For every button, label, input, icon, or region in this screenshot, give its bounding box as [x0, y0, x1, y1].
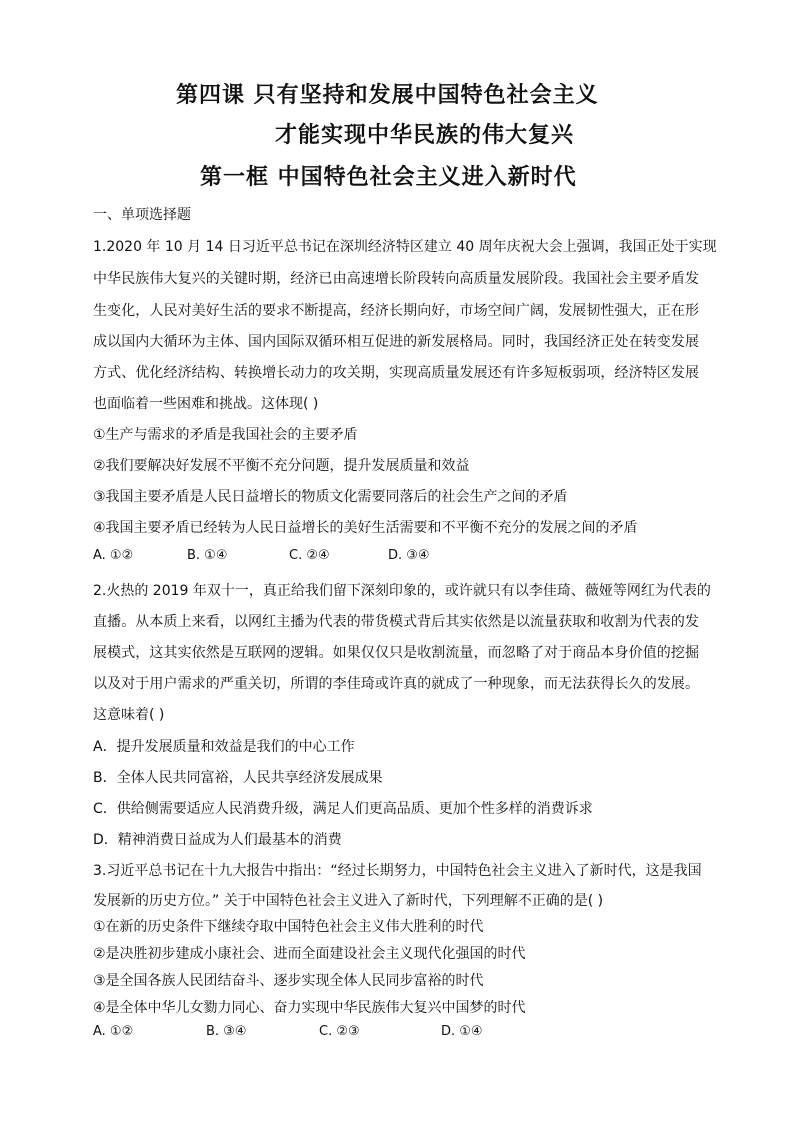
q3-option-a[interactable]: A. ①② [93, 1024, 134, 1039]
q1-option-d[interactable]: D. ③④ [388, 548, 430, 563]
q1-text-line: 1.2020 年 10 月 14 日习近平总书记在深圳经济特区建立 40 周年庆祝大会上强调，我国正处于实现 [93, 239, 717, 255]
q1-statement: ②我们要解决好发展不平衡不充分问题，提升发展质量和效益 [93, 458, 470, 474]
q2-text-line: 展模式，这其实依然是互联网的逻辑。如果仅仅只是收割流量，而忽略了对于商品本身价值的挖掘 [93, 645, 699, 661]
q3-text-line: 发展新的历史方位。” 关于中国特色社会主义进入了新时代，下列理解不正确的是( ) [93, 893, 604, 909]
q1-option-a[interactable]: A. ①② [93, 548, 134, 563]
q1-statement: ①生产与需求的矛盾是我国社会的主要矛盾 [93, 427, 358, 443]
q3-statement: ③是全国各族人民团结奋斗、逐步实现全体人民同步富裕的时代 [93, 973, 484, 989]
q3-statement: ①在新的历史条件下继续夺取中国特色社会主义伟大胜利的时代 [93, 919, 484, 935]
q3-option-b[interactable]: B. ③④ [206, 1024, 247, 1039]
q2-text-line: 这意味着( ) [93, 707, 165, 723]
q3-statement: ④是全体中华儿女勠力同心、奋力实现中华民族伟大复兴中国梦的时代 [93, 1000, 526, 1016]
q3-option-c[interactable]: C. ②③ [319, 1024, 360, 1039]
q2-choice-b[interactable]: B．全体人民共同富裕，人民共享经济发展成果 [93, 770, 383, 786]
q1-text-line: 中华民族伟大复兴的关键时期，经济已由高速增长阶段转向高质量发展阶段。我国社会主要矛盾发 [93, 271, 699, 287]
lesson-title-continued: 才能实现中华民族的伟大复兴 [275, 122, 575, 148]
q1-text-line: 成以国内大循环为主体、国内国际双循环相互促进的新发展格局。同时，我国经济正处在转变发展 [93, 334, 699, 350]
q1-text-line: 也面临着一些困难和挑战。这体现( ) [93, 396, 319, 412]
lesson-title: 第四课 只有坚持和发展中国特色社会主义 [176, 82, 599, 108]
q2-choice-a[interactable]: A．提升发展质量和效益是我们的中心工作 [93, 739, 355, 755]
section-heading: 一、单项选择题 [93, 207, 191, 223]
q1-statement: ④我国主要矛盾已经转为人民日益增长的美好生活需要和不平衡不充分的发展之间的矛盾 [93, 520, 638, 536]
q1-statement: ③我国主要矛盾是人民日益增长的物质文化需要同落后的社会生产之间的矛盾 [93, 489, 568, 505]
q1-text-line: 方式、优化经济结构、转换增长动力的攻关期，实现高质量发展还有许多短板弱项，经济特区发展 [93, 365, 699, 381]
q1-option-b[interactable]: B. ①④ [187, 548, 228, 563]
q2-text-line: 直播。从本质上来看，以网红主播为代表的带货模式背后其实依然是以流量获取和收割为代表的发 [93, 614, 699, 630]
q1-option-c[interactable]: C. ②④ [289, 548, 330, 563]
q2-choice-d[interactable]: D．精神消费日益成为人们最基本的消费 [93, 832, 342, 848]
q2-text-line: 以及对于用户需求的严重关切，所谓的李佳琦或许真的就成了一种现象，而无法获得长久的发展。 [93, 676, 699, 692]
q2-text-line: 2.火热的 2019 年双十一，真正给我们留下深刻印象的，或许就只有以李佳琦、薇娅等网红为代表的 [93, 583, 711, 599]
q3-option-d[interactable]: D. ①④ [441, 1024, 483, 1039]
section-subtitle: 第一框 中国特色社会主义进入新时代 [200, 164, 577, 190]
q2-choice-c[interactable]: C．供给侧需要适应人民消费升级，满足人们更高品质、更加个性多样的消费诉求 [93, 801, 593, 817]
q3-statement: ②是决胜初步建成小康社会、进而全面建设社会主义现代化强国的时代 [93, 946, 526, 962]
q3-text-line: 3.习近平总书记在十九大报告中指出：“经过长期努力，中国特色社会主义进入了新时代，这是我国 [93, 863, 702, 879]
q1-text-line: 生变化，人民对美好生活的要求不断提高，经济长期向好，市场空间广阔，发展韧性强大，正在形 [93, 303, 699, 319]
